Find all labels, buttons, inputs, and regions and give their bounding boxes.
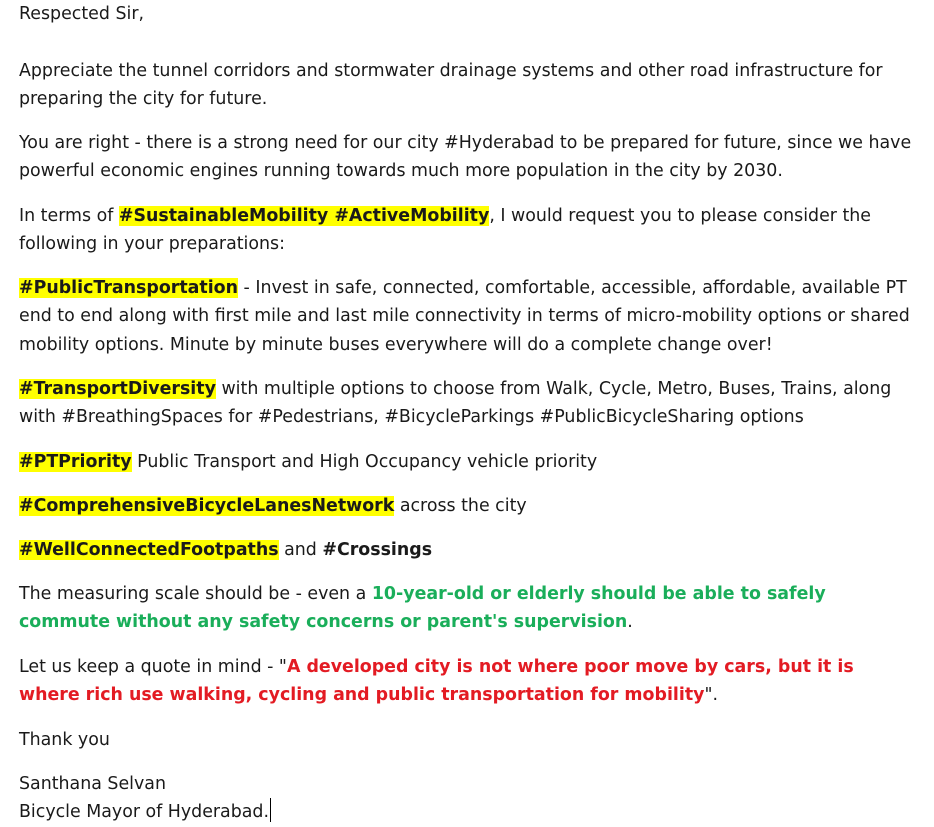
salutation xyxy=(19,0,920,28)
paragraph-pt-priority xyxy=(19,448,920,476)
paragraph-transport-diversity xyxy=(19,375,920,432)
paragraph-need xyxy=(19,129,920,186)
signature xyxy=(19,770,920,827)
paragraph-infrastructure-text: Appreciate the tunnel corridors and stormwater drainage systems and other road infrastructure for preparing the city for future. xyxy=(19,61,883,110)
paragraph-bicycle-lanes xyxy=(19,492,920,520)
paragraph-need-text: You are right - there is a strong need for our city #Hyderabad to be prepared for future, since we have powerful economic engines running towards much more population in the city by 2030. xyxy=(19,133,912,182)
quote-post: ". xyxy=(704,685,719,706)
paragraph-footpaths xyxy=(19,536,920,564)
hashtag-pt-priority: #PTPriority xyxy=(19,452,132,472)
footpaths-and: and xyxy=(278,540,323,560)
signature-title: Bicycle Mayor of Hyderabad. xyxy=(19,802,269,823)
salutation-text: Respected Sir, xyxy=(19,4,144,24)
paragraph-measuring-scale xyxy=(19,580,920,637)
closing xyxy=(19,726,920,754)
hashtag-bicycle-lanes-network: #ComprehensiveBicycleLanesNetwork xyxy=(19,496,395,516)
pt-priority-text: Public Transport and High Occupancy vehicle priority xyxy=(131,452,598,472)
measuring-scale-post: . xyxy=(627,612,633,633)
measuring-scale-pre: The measuring scale should be - even a xyxy=(19,584,372,604)
quote-pre: Let us keep a quote in mind - " xyxy=(19,657,287,677)
hashtag-well-connected-footpaths: #WellConnectedFootpaths xyxy=(19,540,279,560)
hashtag-transport-diversity: #TransportDiversity xyxy=(19,379,216,399)
signature-name: Santhana Selvan xyxy=(19,774,166,794)
paragraph-public-transportation xyxy=(19,274,920,359)
public-transportation-text: - Invest in safe, connected, comfortable, accessible, affordable, available PT end to end along with first mile and last mile connectivity in terms of micro-mobility options or shared mobility options. Minute by minute buses everywhere will do a complete change over! xyxy=(19,278,910,355)
bicycle-lanes-text: across the city xyxy=(394,496,527,516)
paragraph-quote xyxy=(19,653,920,710)
measuring-scale-green: 10-year-old or elderly should be able to safely commute without any safety concerns or parent's supervision xyxy=(19,584,826,633)
paragraph-infrastructure xyxy=(19,57,920,114)
closing-text: Thank you xyxy=(19,730,110,750)
hashtag-sustainable-active-mobility: #SustainableMobility #ActiveMobility xyxy=(118,206,490,226)
paragraph-sustainable-mobility xyxy=(19,202,920,259)
quote-red: A developed city is not where poor move by cars, but it is where rich use walking, cycling and public transportation for mobility xyxy=(19,657,854,706)
text-cursor xyxy=(270,798,271,822)
sustainable-pre: In terms of xyxy=(19,206,119,226)
hashtag-public-transportation: #PublicTransportation xyxy=(19,278,238,298)
transport-diversity-text: with multiple options to choose from Walk, Cycle, Metro, Buses, Trains, along with #BreathingSpaces for #Pedestrians, #BicycleParkings #PublicBicycleSharing options xyxy=(19,379,892,428)
hashtag-crossings: #Crossings xyxy=(322,540,433,560)
sustainable-post: , I would request you to please consider the following in your preparations: xyxy=(19,206,871,255)
